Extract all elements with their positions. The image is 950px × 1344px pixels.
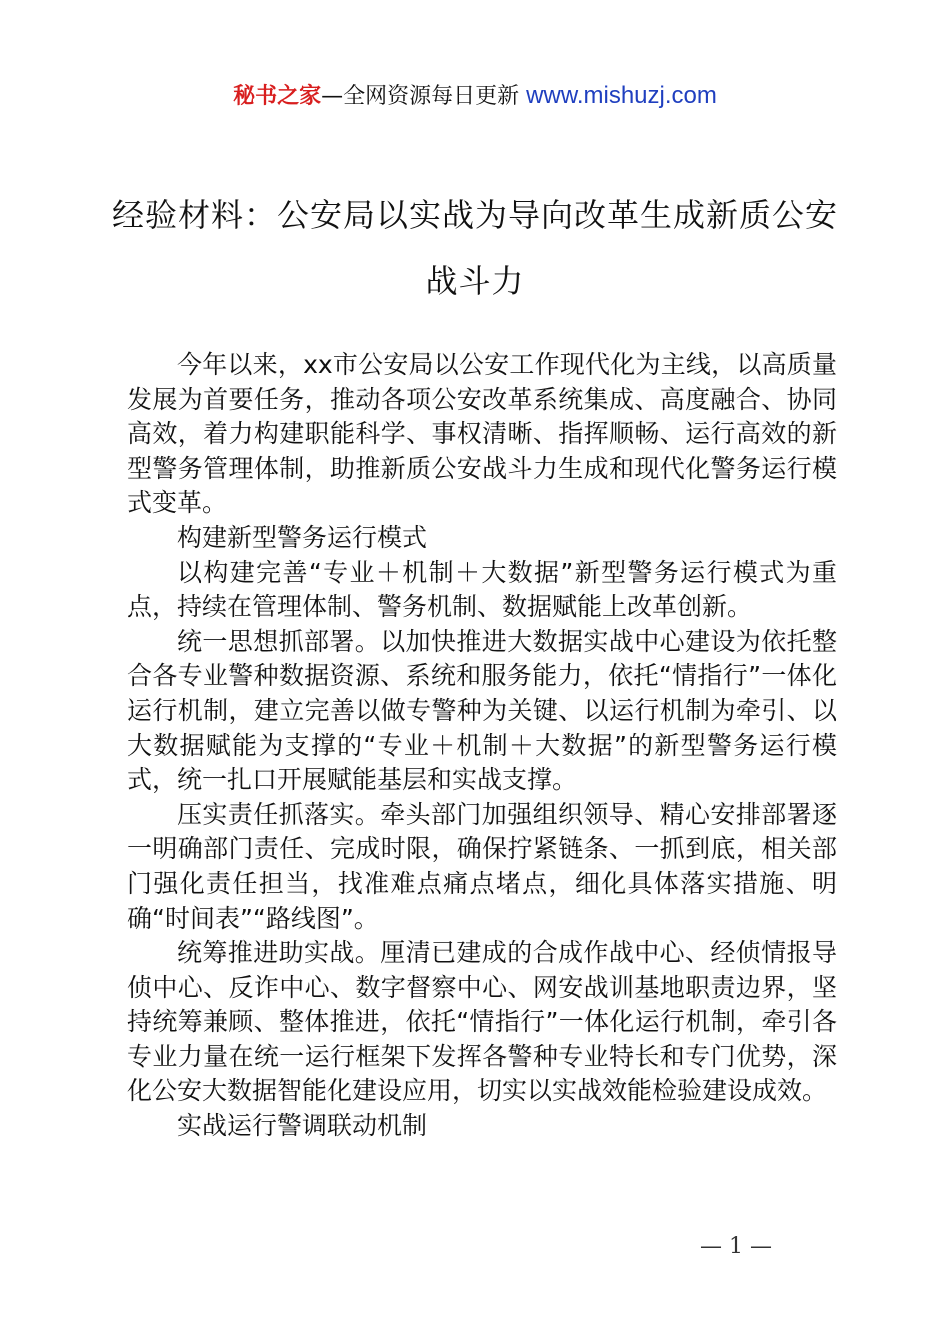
site-tagline: —全网资源每日更新 [321,84,520,109]
section-heading: 构建新型警务运行模式 [177,522,428,552]
paragraph: 统筹推进助实战。厘清已建成的合成作战中心、经侦情报导侦中心、反诈中心、数字督察中心、网安战训基地职责边界，坚持统筹兼顾、整体推进，依托“情指行”一体化运行机制，牵引各专业力量在统一运行框架下发挥各警种专业特长和专门优势，深化公安大数据智能化建设应用，切实以实战效能检验建设成效。 [127,938,837,1106]
site-brand: 秘书之家 [233,84,322,109]
paragraph: 以构建完善“专业＋机制＋大数据”新型警务运行模式为重点，持续在管理体制、警务机制、数据赋能上改革创新。 [127,557,837,622]
paragraph-intro: 今年以来，xx市公安局以公安工作现代化为主线，以高质量发展为首要任务，推动各项公安改革系统集成、高度融合、协同高效，着力构建职能科学、事权清晰、指挥顺畅、运行高效的新型警务管理体制，助推新质公安战斗力生成和现代化警务运行模式变革。 [127,350,837,518]
paragraph: 压实责任抓落实。牵头部门加强组织领导、精心安排部署逐一明确部门责任、完成时限，确保拧紧链条、一抓到底，相关部门强化责任担当，找准难点痛点堵点，细化具体落实措施、明确“时间表”“路线图”。 [127,799,837,933]
paragraph: 统一思想抓部署。以加快推进大数据实战中心建设为依托整合各专业警种数据资源、系统和服务能力，依托“情指行”一体化运行机制，建立完善以做专警种为关键、以运行机制为牵引、以大数据赋能为支撑的“专业＋机制＋大数据”的新型警务运行模式，统一扎口开展赋能基层和实战支撑。 [127,626,837,795]
page-number: — 1 — [700,1234,772,1259]
site-header [0,80,950,113]
section-heading: 实战运行警调联动机制 [177,1111,428,1141]
document-title: 经验材料：公安局以实战为导向改革生成新质公安战斗力 [111,196,838,300]
document-body [127,348,837,1144]
site-url-link[interactable]: www.mishuzj.com [526,82,717,109]
